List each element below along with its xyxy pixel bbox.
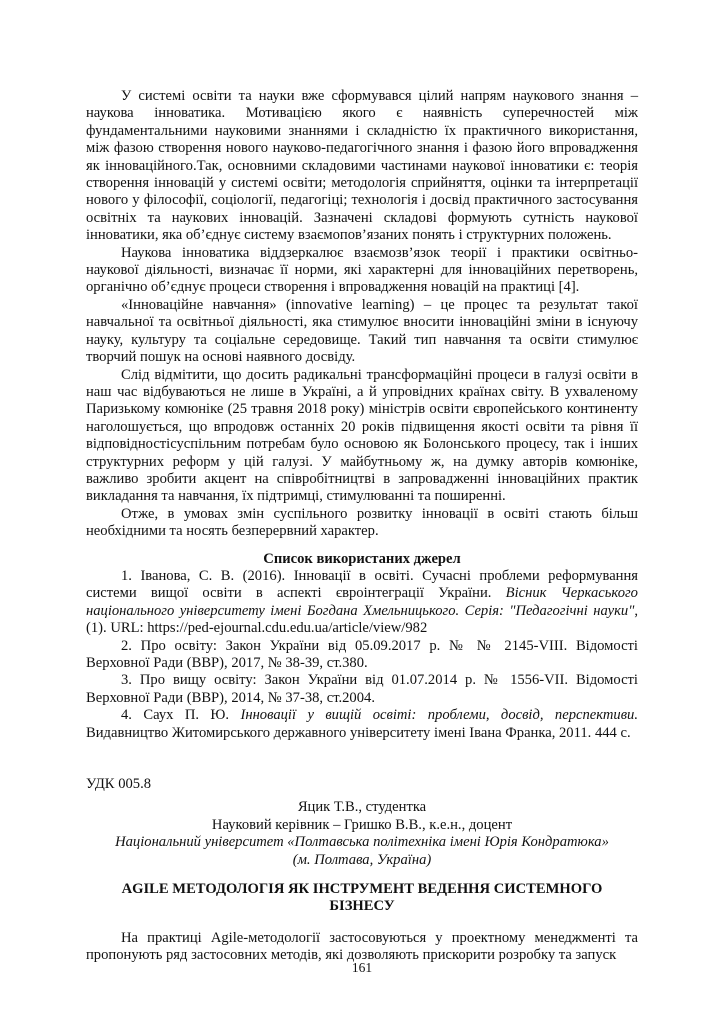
reference-item-1 (86, 568, 638, 638)
paragraph-5: Отже, в умовах змін суспільного розвитку інновації в освіті стають більш необхідними та носять безперервний характер. (86, 505, 638, 540)
reference-text-after: , (1). URL: https://ped-ejournal.cdu.edu.ua/article/view/982 (86, 602, 638, 637)
page-number: 161 (351, 960, 373, 975)
references-heading: Список використаних джерел (263, 550, 461, 567)
reference-text: 4. Саух П. Ю. (121, 707, 241, 724)
reference-text-after: Видавництво Житомирського державного університету імені Івана Франка, 2011. 444 с. (86, 724, 631, 741)
article-title: AGILE МЕТОДОЛОГІЯ ЯК ІНСТРУМЕНТ ВЕДЕННЯ СИСТЕМНОГО БІЗНЕСУ (121, 881, 603, 915)
reference-text: 2. Про освіту: Закон України від 05.09.2017 р. № № 2145-VIII. Відомості Верховної Ради (ВВР), 2017, № 38-39, ст.380. (86, 637, 638, 671)
udk-code: УДК 005.8 (86, 776, 152, 793)
reference-item-2 (86, 638, 638, 673)
reference-book-title: Інновації у вищій освіті: проблеми, досвід, перспективи. (240, 707, 638, 724)
paragraph-4: Слід відмітити, що досить радикальні трансформаційні процеси в галузі освіти в наш час відбуваються не лише в Україні, а й упровідних країнах світу. В ухваленому Паризькому комюніке (25 травня 2018 року) міністрів освіти європейського континенту наголошується, що впродовж останніх 20 років підвищення якості освіти та рівня її відповідностісуспільним потребам було основою як Болонського процесу, так і інших структурних реформ у цій галузі. У майбутньому ж, на думку авторів комюніке, важливо зробити акцент на співробітництві в запровадженні інноваційних практик викладання та навчання, їх підтримці, стимулюванні та поширенні. (86, 366, 638, 505)
document-page (86, 88, 638, 965)
reference-item-3 (86, 672, 638, 707)
supervisor-line: Науковий керівник – Гришко В.В., к.е.н., доцент (211, 816, 513, 833)
location-line: (м. Полтава, Україна) (292, 851, 432, 868)
university-line: Національний університет «Полтавська політехніка імені Юрія Кондратюка» (115, 834, 609, 851)
reference-text: 3. Про вищу освіту: Закон України від 01.07.2014 р. № 1556-VII. Відомості Верховної Ради (ВВР), 2014, № 37-38, ст.2004. (86, 672, 638, 706)
paragraph-1: У системі освіти та науки вже сформувався цілий напрям наукового знання – наукова інноватика. Мотивацією якого є наявність суперечностей між фундаментальними науковими знаннями і складністю їх практичного використання, між фазою створення нового науково-педагогічного знання і фазою його впровадження як інноваційного.Так, основними складовими частинами наукової інноватики є: теорія створення інновацій у системі освіти; методологія сприйняття, оцінки та інтерпретації нового у філософії, соціології, педагогіці; технологія і досвід практичного застосування освітніх та наукових інновацій. Зазначені складові формують сутність наукової інноватики, яка об’єднує систему взаємопов’язаних понять і структурних положень. (86, 88, 638, 244)
paragraph-2: Наукова інноватика віддзеркалює взаємозв’язок теорії і практики освітньо-наукової діяльності, визначає її норми, які характерні для інноваційних перетворень, органічно об’єднує процеси створення і впровадження новацій на практиці [4]. (86, 244, 638, 296)
reference-text: 1. Іванова, С. В. (2016). Інновації в освіті. Сучасні проблеми реформування системи вищої освіти в аспекті євроінтеграції України. (86, 567, 638, 602)
article-body-paragraph: На практиці Agile-методології застосовуються у проектному менеджменті та пропонують ряд застосовних методів, які дозволяють прискорити розробку та запуск (86, 929, 638, 964)
author-line: Яцик Т.В., студентка (297, 799, 427, 816)
paragraph-3: «Інноваційне навчання» (innovative learning) – це процес та результат такої навчальної та освітньої діяльності, яка стимулює вносити інноваційні зміни в існуючу науку, культуру та соціальне середовище. Такий тип навчання та освіти стимулює творчий пошук на основі наявного досвіду. (86, 296, 638, 366)
reference-item-4 (86, 707, 638, 742)
reference-journal: Вісник Черкаського національного університету імені Богдана Хмельницького. Серія: "Педагогічні науки" (86, 585, 638, 619)
